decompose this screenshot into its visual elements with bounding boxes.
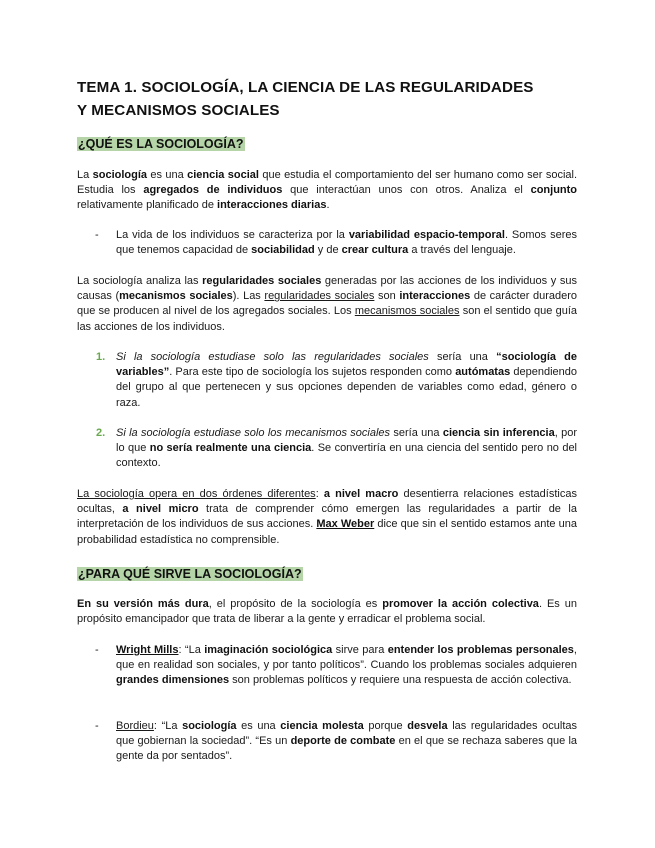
list-item-ciencia-sin-inferencia: Si la sociología estudiase solo los mecanismos sociales sería una ciencia sin inferencia, por lo que no sería realmente una ciencia. Se convertiría en una ciencia del sentido pero no del contexto. [116,427,578,470]
paragraph-ordenes: La sociología opera en dos órdenes diferentes: a nivel macro desentierra relaciones estadísticas ocultas, a nivel micro trata de comprender cómo emergen las regularidades a partir de la interpretación de los individuos de sus acciones. Max Weber dice que sin el sentido estamos ante una probabilidad estadística no comprensible. [77,488,577,546]
section-heading-text: ¿QUÉ ES LA SOCIOLOGÍA? [78,137,244,151]
list-number-2: 2. [96,427,106,439]
bullet-bordieu: Bordieu: “La sociología es una ciencia molesta porque desvela las regularidades ocultas que gobiernan la sociedad”. “Es un deporte de combate en el que se rechaza saberes que la gente da por sentados”. [116,720,578,763]
paragraph-regularidades: La sociología analiza las regularidades sociales generadas por las acciones de los individuos y sus causas (mecanismos sociales). Las regularidades sociales son interacciones de carácter duradero que se producen al nivel de los agregados sociales. Los mecanismos sociales son el sentido que guía las acciones de los individuos. [77,275,578,333]
bullet-marker: - [95,644,99,656]
title-line-2: Y MECANISMOS SOCIALES [77,102,280,119]
list-item-sociologia-variables: Si la sociología estudiase solo las regularidades sociales sería una “sociología de variables”. Para este tipo de sociología los sujetos responden como autómatas dependiendo del grupo al que pertenecen y sus opciones dependen de variables como edad, género o raza. [116,351,577,409]
list-number-1: 1. [96,351,106,363]
bullet-variabilidad: La vida de los individuos se caracteriza por la variabilidad espacio-temporal. Somos seres que tenemos capacidad de sociabilidad y de crear cultura a través del lenguaje. [116,229,577,257]
paragraph-definition: La sociología es una ciencia social que estudia el comportamiento del ser humano como ser social. Estudia los agregados de individuos que interactúan unos con otros. Analiza el conjunto relativamente planificado de interacciones diarias. [77,169,578,212]
bullet-marker: - [95,720,99,732]
bullet-wright-mills: Wright Mills: “La imaginación sociológica sirve para entender los problemas personales, que en realidad son sociales, y por tanto políticos”. Cuando los problemas sociales adquieren grandes dimensiones son problemas políticos y requiere una respuesta de acción colectiva. [116,644,577,687]
title-line-1: TEMA 1. SOCIOLOGÍA, LA CIENCIA DE LAS REGULARIDADES [77,79,534,96]
paragraph-version-dura: En su versión más dura, el propósito de la sociología es promover la acción colectiva. Es un propósito emancipador que trata de liberar a la gente y erradicar el problema social. [77,598,577,626]
page-title [77,76,577,122]
section-heading-para-que [77,566,577,583]
section-heading-que-es [77,136,577,153]
section-heading-text: ¿PARA QUÉ SIRVE LA SOCIOLOGÍA? [78,567,302,581]
bullet-marker: - [95,229,99,241]
